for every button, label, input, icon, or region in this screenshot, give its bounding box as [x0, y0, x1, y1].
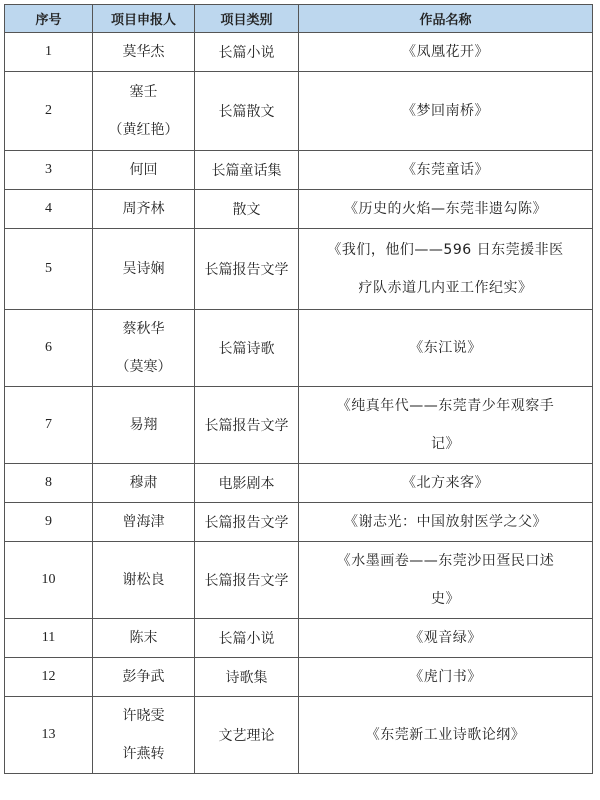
header-no: 序号: [5, 5, 93, 33]
cell-applicant: [93, 151, 195, 190]
cell-category: 长篇小说: [195, 33, 299, 72]
table-row: [5, 229, 593, 310]
cell-applicant: [93, 72, 195, 151]
cell-no: 11: [5, 619, 93, 658]
title-line: 《梦回南桥》: [402, 103, 489, 119]
cell-category: 散文: [195, 190, 299, 229]
cell-category: 长篇报告文学: [195, 387, 299, 464]
cell-no: 9: [5, 503, 93, 542]
table-row: [5, 190, 593, 229]
applicant-line: 穆肃: [129, 475, 158, 491]
cell-title: [299, 658, 593, 697]
cell-category: 长篇小说: [195, 619, 299, 658]
applicant-line: 许晓雯: [122, 708, 165, 724]
cell-title: [299, 33, 593, 72]
table-row: [5, 387, 593, 464]
project-table: [4, 4, 593, 774]
title-line: 《纯真年代——东莞青少年观察手: [336, 398, 555, 414]
cell-applicant: [93, 619, 195, 658]
cell-no: 1: [5, 33, 93, 72]
cell-no: 4: [5, 190, 93, 229]
cell-category: 长篇报告文学: [195, 503, 299, 542]
cell-no: 5: [5, 229, 93, 310]
cell-applicant: [93, 387, 195, 464]
cell-applicant: [93, 310, 195, 387]
cell-applicant: [93, 464, 195, 503]
cell-no: 13: [5, 697, 93, 774]
table-row: [5, 542, 593, 619]
table-row: [5, 619, 593, 658]
cell-title: [299, 190, 593, 229]
title-line: 《谢志光：中国放射医学之父》: [344, 514, 547, 530]
cell-title: [299, 619, 593, 658]
cell-title: [299, 310, 593, 387]
header-applicant: 项目申报人: [93, 5, 195, 33]
applicant-line: （莫寒）: [115, 359, 172, 375]
cell-title: [299, 387, 593, 464]
title-line: 《东莞新工业诗歌论纲》: [365, 727, 526, 743]
cell-applicant: [93, 33, 195, 72]
header-title: 作品名称: [299, 5, 593, 33]
applicant-line: 曾海津: [122, 514, 165, 530]
table-row: [5, 697, 593, 774]
cell-no: 3: [5, 151, 93, 190]
table-row: [5, 464, 593, 503]
table-header-row: [5, 5, 593, 33]
applicant-line: 许燕转: [122, 746, 165, 762]
title-line: 记》: [431, 436, 460, 452]
title-line: 《虎门书》: [409, 669, 482, 685]
applicant-line: 莫华杰: [122, 44, 165, 60]
table-row: [5, 310, 593, 387]
cell-applicant: [93, 503, 195, 542]
cell-category: 诗歌集: [195, 658, 299, 697]
applicant-line: 易翔: [129, 417, 158, 433]
title-line: 《水墨画卷——东莞沙田疍民口述: [336, 553, 555, 569]
cell-applicant: [93, 697, 195, 774]
applicant-line: 谢松良: [122, 572, 165, 588]
applicant-line: 吴诗娴: [122, 261, 165, 277]
table-row: [5, 72, 593, 151]
cell-title: [299, 229, 593, 310]
cell-title: [299, 697, 593, 774]
cell-applicant: [93, 542, 195, 619]
applicant-line: 陈末: [129, 630, 158, 646]
applicant-line: （黄红艳）: [108, 122, 179, 138]
cell-applicant: [93, 190, 195, 229]
applicant-line: 何回: [129, 162, 158, 178]
cell-category: 长篇童话集: [195, 151, 299, 190]
cell-applicant: [93, 658, 195, 697]
title-line: 《北方来客》: [402, 475, 489, 491]
table-row: [5, 151, 593, 190]
title-line: 《东莞童话》: [402, 162, 489, 178]
cell-no: 6: [5, 310, 93, 387]
cell-applicant: [93, 229, 195, 310]
cell-category: 长篇报告文学: [195, 542, 299, 619]
applicant-line: 蔡秋华: [122, 321, 165, 337]
cell-title: [299, 542, 593, 619]
cell-title: [299, 151, 593, 190]
cell-category: 长篇报告文学: [195, 229, 299, 310]
header-category: 项目类别: [195, 5, 299, 33]
cell-title: [299, 503, 593, 542]
cell-category: 长篇散文: [195, 72, 299, 151]
applicant-line: 塞壬: [129, 84, 158, 100]
cell-category: 文艺理论: [195, 697, 299, 774]
applicant-line: 彭争武: [122, 669, 165, 685]
cell-title: [299, 464, 593, 503]
table-row: [5, 658, 593, 697]
cell-category: 长篇诗歌: [195, 310, 299, 387]
table-row: [5, 503, 593, 542]
title-line: 《历史的火焰—东莞非遗勾陈》: [344, 201, 547, 217]
title-line: 史》: [431, 591, 460, 607]
title-line: 疗队赤道几内亚工作纪实》: [358, 280, 533, 296]
title-line: 《观音绿》: [409, 630, 482, 646]
cell-no: 8: [5, 464, 93, 503]
title-line: 《我们，他们——596 日东莞援非医: [327, 242, 564, 258]
cell-no: 12: [5, 658, 93, 697]
cell-no: 10: [5, 542, 93, 619]
table-row: [5, 33, 593, 72]
cell-category: 电影剧本: [195, 464, 299, 503]
title-line: 《凤凰花开》: [402, 44, 489, 60]
applicant-line: 周齐林: [122, 201, 165, 217]
cell-no: 2: [5, 72, 93, 151]
cell-no: 7: [5, 387, 93, 464]
cell-title: [299, 72, 593, 151]
title-line: 《东江说》: [409, 340, 482, 356]
